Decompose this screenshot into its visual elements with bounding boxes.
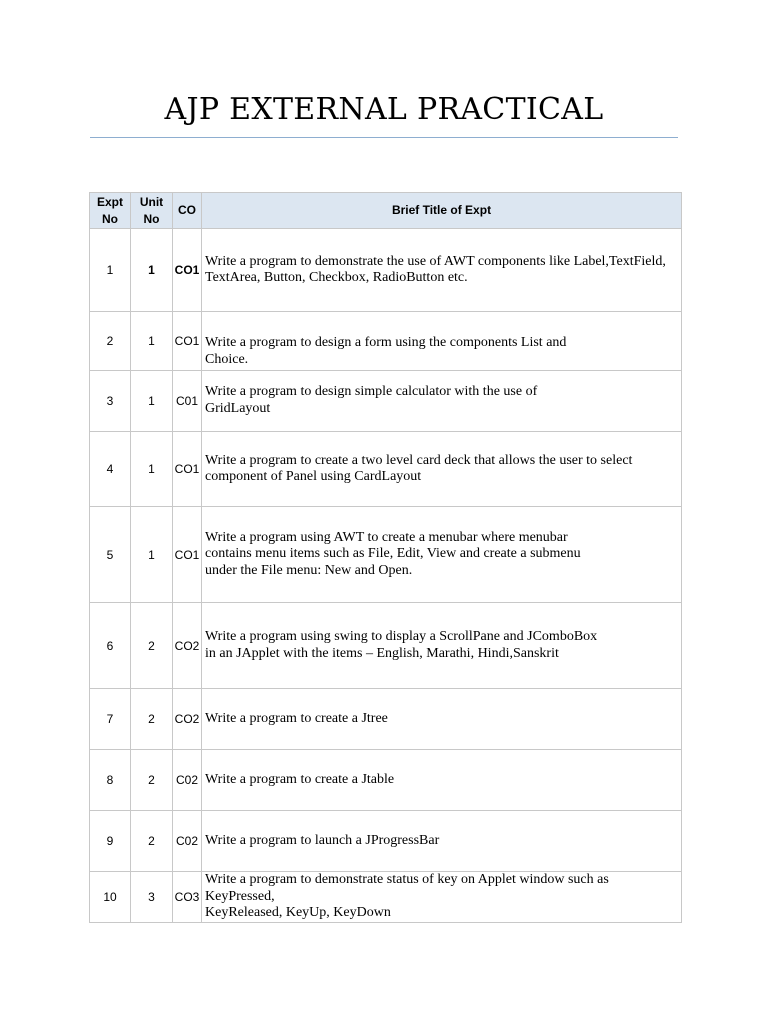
cell-unit-no: 1 xyxy=(131,371,173,432)
table-header-row xyxy=(90,193,682,229)
table-row xyxy=(90,229,682,312)
cell-title xyxy=(202,689,682,750)
header-unit-no-label: Unit No xyxy=(139,194,164,226)
cell-title xyxy=(202,432,682,507)
header-title-label: Brief Title of Expt xyxy=(391,203,492,217)
cell-unit-no: 2 xyxy=(131,811,173,872)
table-row xyxy=(90,312,682,371)
cell-co: C02 xyxy=(173,811,202,872)
cell-title-text: Write a program to create a Jtable xyxy=(205,771,395,787)
header-expt-no xyxy=(90,193,131,229)
cell-co: C02 xyxy=(173,750,202,811)
cell-title-text: Write a program to demonstrate status of key on Applet window such as KeyPressed, KeyReleased, KeyUp, KeyDown xyxy=(205,872,609,920)
header-expt-no-label: Expt No xyxy=(96,194,123,226)
header-co xyxy=(173,193,202,229)
cell-unit-no: 1 xyxy=(131,229,173,312)
cell-title-text: Write a program to design simple calculator with the use of GridLayout xyxy=(205,384,538,416)
table-row xyxy=(90,507,682,603)
header-co-label: CO xyxy=(178,203,196,217)
cell-unit-no: 2 xyxy=(131,603,173,689)
table-row xyxy=(90,750,682,811)
cell-title-text: Write a program using swing to display a ScrollPane and JComboBox in an JApplet with the items – English, Marathi, Hindi,Sanskrit xyxy=(205,629,598,661)
cell-unit-no: 1 xyxy=(131,507,173,603)
cell-co: CO1 xyxy=(173,229,202,312)
cell-title xyxy=(202,603,682,689)
table-row xyxy=(90,371,682,432)
table-row xyxy=(90,432,682,507)
cell-expt-no: 7 xyxy=(90,689,131,750)
cell-unit-no: 2 xyxy=(131,689,173,750)
cell-unit-no: 1 xyxy=(131,432,173,507)
cell-title-text: Write a program using AWT to create a menubar where menubar contains menu items such as File, Edit, View and create a submenu under the File menu: New and Open. xyxy=(205,529,581,578)
experiments-table xyxy=(89,192,682,923)
cell-expt-no: 5 xyxy=(90,507,131,603)
cell-co: CO1 xyxy=(173,507,202,603)
cell-co: C01 xyxy=(173,371,202,432)
cell-expt-no: 10 xyxy=(90,872,131,923)
cell-title-text: Write a program to launch a JProgressBar xyxy=(205,832,440,848)
table-row xyxy=(90,689,682,750)
header-unit-no xyxy=(131,193,173,229)
cell-title xyxy=(202,750,682,811)
cell-expt-no: 9 xyxy=(90,811,131,872)
cell-expt-no: 6 xyxy=(90,603,131,689)
cell-co: CO2 xyxy=(173,689,202,750)
cell-title-text: Write a program to create a Jtree xyxy=(205,710,388,726)
cell-co: CO3 xyxy=(173,872,202,923)
title-underline xyxy=(90,137,678,138)
cell-expt-no: 1 xyxy=(90,229,131,312)
cell-title xyxy=(202,229,682,312)
cell-title xyxy=(202,872,682,923)
cell-expt-no: 3 xyxy=(90,371,131,432)
cell-unit-no: 1 xyxy=(131,312,173,371)
table-row xyxy=(90,811,682,872)
cell-co: CO1 xyxy=(173,432,202,507)
cell-title-text: Write a program to create a two level card deck that allows the user to select component of Panel using CardLayout xyxy=(205,452,633,484)
cell-title xyxy=(202,312,682,371)
table-row xyxy=(90,872,682,923)
cell-title-text: Write a program to demonstrate the use of AWT components like Label,TextField, TextArea, Button, Checkbox, RadioButton etc. xyxy=(205,253,666,285)
cell-title xyxy=(202,811,682,872)
header-title xyxy=(202,193,682,229)
table-row xyxy=(90,603,682,689)
cell-co: CO2 xyxy=(173,603,202,689)
cell-title xyxy=(202,371,682,432)
cell-expt-no: 8 xyxy=(90,750,131,811)
cell-unit-no: 3 xyxy=(131,872,173,923)
cell-unit-no: 2 xyxy=(131,750,173,811)
cell-co: CO1 xyxy=(173,312,202,371)
page-title: AJP EXTERNAL PRACTICAL xyxy=(164,92,604,127)
cell-expt-no: 4 xyxy=(90,432,131,507)
cell-expt-no: 2 xyxy=(90,312,131,371)
cell-title-text: Write a program to design a form using the components List and Choice. xyxy=(205,335,567,367)
cell-title xyxy=(202,507,682,603)
